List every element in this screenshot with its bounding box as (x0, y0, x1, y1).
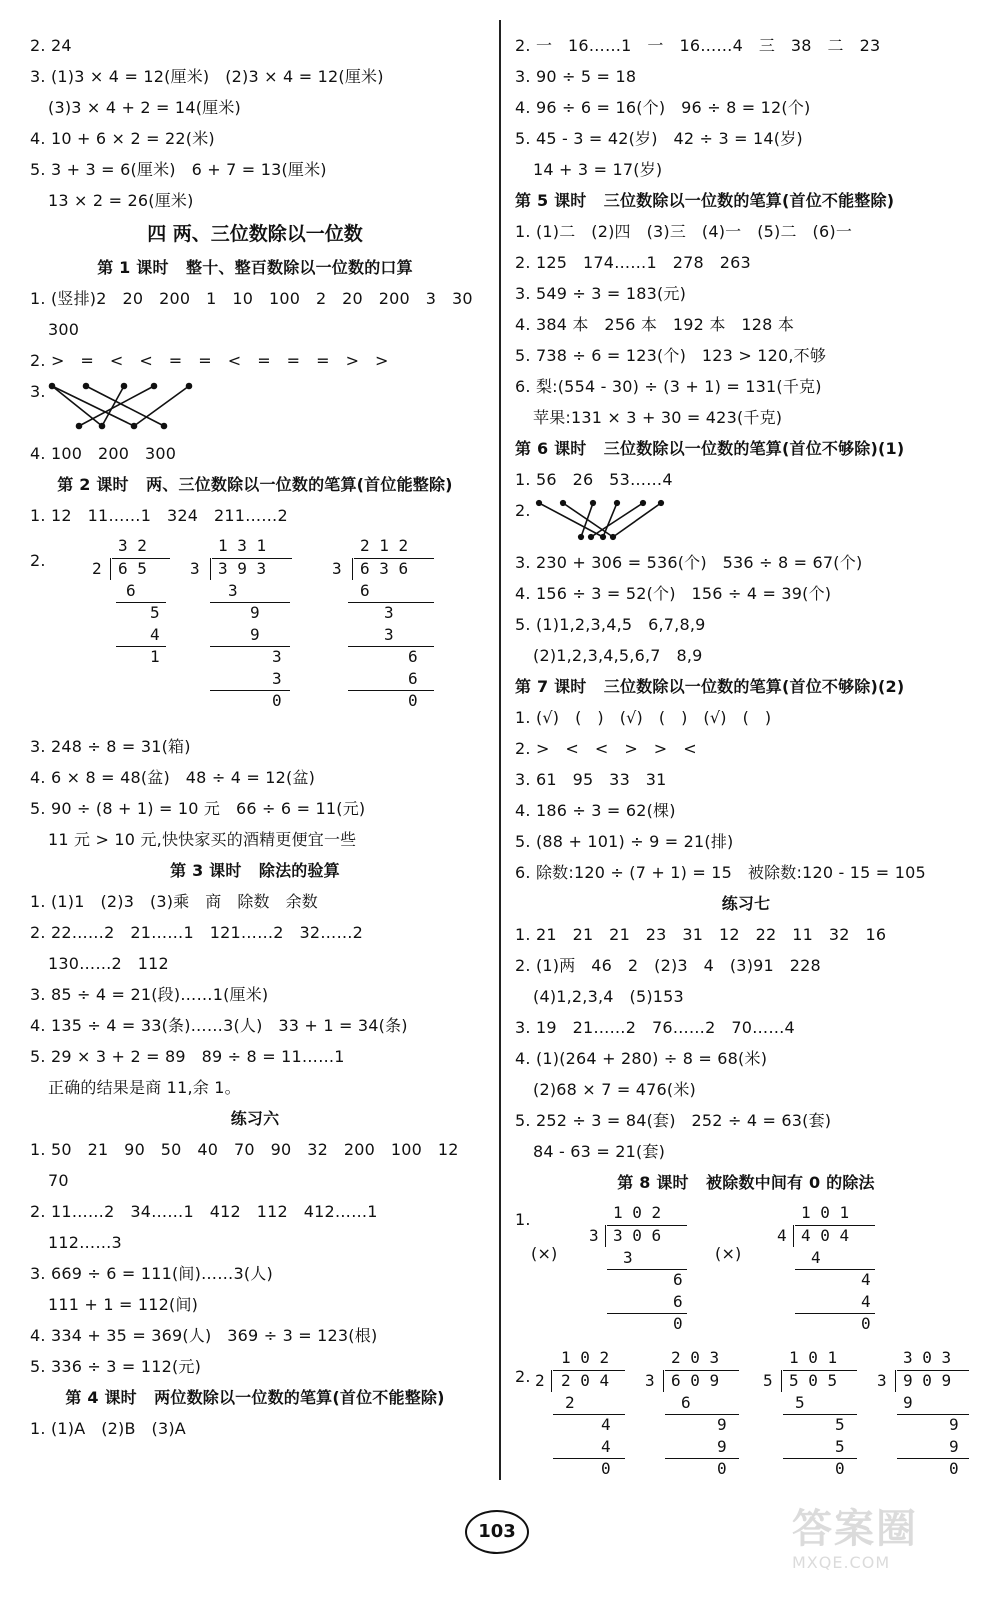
step: 9 (949, 1437, 959, 1456)
divisor: 2 (535, 1371, 545, 1390)
exercise-title: 练习七 (721, 894, 771, 913)
answer-line: (4)1,2,3,4 (5)153 (533, 987, 684, 1006)
answer-line: 300 (48, 320, 80, 339)
answer-line: 5. 90 ÷ (8 + 1) = 10 元 66 ÷ 6 = 11(元) (30, 799, 366, 818)
answer-line: 2. 一 16……1 一 16……4 三 38 二 23 (515, 36, 881, 55)
question-label: 3. (30, 382, 46, 401)
answer-line: 2. > = < < = = < = = = > > (30, 351, 389, 370)
wrong-mark: (×) (715, 1244, 742, 1263)
answer-line: 4. 186 ÷ 3 = 62(棵) (515, 801, 676, 820)
dividend: 4 0 4 (801, 1226, 850, 1245)
long-division-group (515, 1343, 977, 1488)
long-division (322, 531, 452, 731)
step: 6 (408, 647, 418, 666)
step: 4 (861, 1270, 871, 1289)
divisor: 3 (332, 559, 342, 578)
divisor: 3 (190, 559, 200, 578)
step: 3 (384, 625, 394, 644)
answer-line: 1. 21 21 21 23 31 12 22 11 32 16 (515, 925, 887, 944)
step: 6 (681, 1393, 691, 1412)
answer-line: 5. 336 ÷ 3 = 112(元) (30, 1357, 202, 1376)
right-column (515, 30, 977, 1488)
answer-line: 4. 156 ÷ 3 = 52(个) 156 ÷ 4 = 39(个) (515, 584, 832, 603)
answer-line: 6. 梨:(554 - 30) ÷ (3 + 1) = 131(千克) (515, 377, 822, 396)
dividend: 3 9 3 (218, 559, 267, 578)
step: 0 (835, 1459, 845, 1478)
divisor: 5 (763, 1371, 773, 1390)
quotient: 1 0 2 (561, 1348, 610, 1367)
step: 9 (250, 603, 260, 622)
step: 0 (272, 691, 282, 710)
answer-line: 4. 6 × 8 = 48(盆) 48 ÷ 4 = 12(盆) (30, 768, 316, 787)
question-label: 2. (515, 1367, 531, 1386)
step: 5 (835, 1415, 845, 1434)
answer-line: 4. 10 + 6 × 2 = 22(米) (30, 129, 215, 148)
lesson-title: 第 2 课时 两、三位数除以一位数的笔算(首位能整除) (57, 475, 453, 494)
long-division-group (515, 1198, 977, 1343)
answer-line: 1. 56 26 53……4 (515, 470, 673, 489)
answer-line: 5. 29 × 3 + 2 = 89 89 ÷ 8 = 11……1 (30, 1047, 345, 1066)
quotient: 3 0 3 (903, 1348, 952, 1367)
divisor: 3 (589, 1226, 599, 1245)
answer-line: 3. (1)3 × 4 = 12(厘米) (2)3 × 4 = 12(厘米) (30, 67, 384, 86)
dividend: 6 3 6 (360, 559, 409, 578)
matching-figure (30, 376, 480, 438)
answer-line: 2. > < < > > < (515, 739, 697, 758)
quotient: 1 0 2 (613, 1203, 662, 1222)
answer-line: 3. 248 ÷ 8 = 31(箱) (30, 737, 191, 756)
answer-line: 6. 除数:120 ÷ (7 + 1) = 15 被除数:120 - 15 = 105 (515, 863, 926, 882)
answer-line: 5. 45 - 3 = 42(岁) 42 ÷ 3 = 14(岁) (515, 129, 803, 148)
watermark-logo (792, 1505, 972, 1585)
dividend: 5 0 5 (789, 1371, 838, 1390)
lesson-title: 第 1 课时 整十、整百数除以一位数的口算 (97, 258, 413, 277)
answer-line: 70 (48, 1171, 69, 1190)
dividend: 2 0 4 (561, 1371, 610, 1390)
step: 9 (717, 1415, 727, 1434)
watermark-url: MXQE.COM (792, 1553, 891, 1572)
answer-line: 2. 11……2 34……1 412 112 412……1 (30, 1202, 378, 1221)
long-division (759, 1343, 869, 1483)
step: 3 (272, 647, 282, 666)
long-division (587, 1198, 697, 1338)
answer-line: 112……3 (48, 1233, 122, 1252)
quotient: 1 0 1 (801, 1203, 850, 1222)
answer-line: 3. 19 21……2 76……2 70……4 (515, 1018, 795, 1037)
answer-line: 5. 3 + 3 = 6(厘米) 6 + 7 = 13(厘米) (30, 160, 327, 179)
lesson-title: 第 4 课时 两位数除以一位数的笔算(首位不能整除) (65, 1388, 445, 1407)
left-column (30, 30, 480, 1444)
answer-line: 4. (1)(264 + 280) ÷ 8 = 68(米) (515, 1049, 768, 1068)
step: 3 (384, 603, 394, 622)
long-division (60, 531, 170, 711)
step: 4 (861, 1292, 871, 1311)
answer-line: 84 - 63 = 21(套) (533, 1142, 666, 1161)
answer-line: 4. 100 200 300 (30, 444, 177, 463)
question-label: 1. (515, 1210, 531, 1229)
answer-line: (3)3 × 4 + 2 = 14(厘米) (48, 98, 241, 117)
lesson-title: 第 7 课时 三位数除以一位数的笔算(首位不够除)(2) (515, 677, 905, 696)
step: 0 (949, 1459, 959, 1478)
answer-line: 1. (1)1 (2)3 (3)乘 商 除数 余数 (30, 892, 318, 911)
answer-line: (2)68 × 7 = 476(米) (533, 1080, 696, 1099)
wrong-mark: (×) (531, 1244, 558, 1263)
answer-line: 3. 230 + 306 = 536(个) 536 ÷ 8 = 67(个) (515, 553, 863, 572)
step: 9 (949, 1415, 959, 1434)
answer-line: 正确的结果是商 11,余 1。 (48, 1078, 241, 1097)
lesson-title: 第 5 课时 三位数除以一位数的笔算(首位不能整除) (515, 191, 895, 210)
quotient: 1 0 1 (789, 1348, 838, 1367)
step: 5 (835, 1437, 845, 1456)
answer-line: 3. 90 ÷ 5 = 18 (515, 67, 637, 86)
step: 5 (150, 603, 160, 622)
exercise-title: 练习六 (230, 1109, 280, 1128)
quotient: 1 3 1 (218, 536, 267, 555)
answer-line: 13 × 2 = 26(厘米) (48, 191, 194, 210)
step: 0 (601, 1459, 611, 1478)
answer-line: 3. 61 95 33 31 (515, 770, 667, 789)
answer-line: 1. 50 21 90 50 40 70 90 32 200 100 12 (30, 1140, 459, 1159)
step: 4 (601, 1415, 611, 1434)
column-divider (499, 20, 501, 1480)
answer-line: 5. (1)1,2,3,4,5 6,7,8,9 (515, 615, 706, 634)
question-label: 2. (30, 551, 46, 570)
divisor: 4 (777, 1226, 787, 1245)
answer-line: 2. 24 (30, 36, 72, 55)
step: 3 (623, 1248, 633, 1267)
answer-line: 2. 22……2 21……1 121……2 32……2 (30, 923, 364, 942)
step: 0 (717, 1459, 727, 1478)
step: 6 (673, 1292, 683, 1311)
lesson-title: 第 3 课时 除法的验算 (170, 861, 340, 880)
answer-line: 4. 96 ÷ 6 = 16(个) 96 ÷ 8 = 12(个) (515, 98, 811, 117)
answer-line: 4. 384 本 256 本 192 本 128 本 (515, 315, 795, 334)
quotient: 2 1 2 (360, 536, 409, 555)
long-division (517, 1343, 627, 1483)
long-division (641, 1343, 751, 1483)
divisor: 3 (645, 1371, 655, 1390)
page-number: 103 (465, 1510, 529, 1554)
answer-line: 2. (1)两 46 2 (2)3 4 (3)91 228 (515, 956, 821, 975)
step: 4 (601, 1437, 611, 1456)
answer-line: 4. 135 ÷ 4 = 33(条)……3(人) 33 + 1 = 34(条) (30, 1016, 408, 1035)
step: 0 (673, 1314, 683, 1333)
lesson-title: 第 6 课时 三位数除以一位数的笔算(首位不够除)(1) (515, 439, 905, 458)
answer-line: 1. (竖排)2 20 200 1 10 100 2 20 200 3 30 (30, 289, 473, 308)
long-division-group (30, 531, 480, 731)
dividend: 6 5 (118, 559, 147, 578)
answer-line: 1. (1)二 (2)四 (3)三 (4)一 (5)二 (6)一 (515, 222, 853, 241)
answer-line: 3. 549 ÷ 3 = 183(元) (515, 284, 687, 303)
answer-line: 11 元 > 10 元,快快家买的酒精更便宜一些 (48, 830, 357, 849)
answer-line: 4. 334 + 35 = 369(人) 369 ÷ 3 = 123(根) (30, 1326, 378, 1345)
step: 9 (250, 625, 260, 644)
divisor: 2 (92, 559, 102, 578)
answer-line: 3. 669 ÷ 6 = 111(间)……3(人) (30, 1264, 273, 1283)
chapter-title: 四 两、三位数除以一位数 (147, 223, 363, 245)
step: 5 (795, 1393, 805, 1412)
step: 4 (811, 1248, 821, 1267)
step: 3 (228, 581, 238, 600)
lesson-title: 第 8 课时 被除数中间有 0 的除法 (617, 1173, 875, 1192)
step: 9 (717, 1437, 727, 1456)
answer-line: 苹果:131 × 3 + 30 = 423(千克) (533, 408, 783, 427)
answer-line: 2. 125 174……1 278 263 (515, 253, 751, 272)
answer-line: 14 + 3 = 17(岁) (533, 160, 663, 179)
quotient: 2 0 3 (671, 1348, 720, 1367)
dividend: 9 0 9 (903, 1371, 952, 1390)
quotient: 3 2 (118, 536, 147, 555)
answer-line: 5. 738 ÷ 6 = 123(个) 123 > 120,不够 (515, 346, 827, 365)
answer-line: 5. 252 ÷ 3 = 84(套) 252 ÷ 4 = 63(套) (515, 1111, 832, 1130)
matching-lines-diagram (533, 495, 683, 547)
step: 6 (673, 1270, 683, 1289)
answer-line: 1. 12 11……1 324 211……2 (30, 506, 288, 525)
divisor: 3 (877, 1371, 887, 1390)
step: 0 (408, 691, 418, 710)
dividend: 3 0 6 (613, 1226, 662, 1245)
answer-line: 3. 85 ÷ 4 = 21(段)……1(厘米) (30, 985, 269, 1004)
step: 6 (360, 581, 370, 600)
step: 0 (861, 1314, 871, 1333)
step: 1 (150, 647, 160, 666)
long-division (180, 531, 300, 731)
step: 6 (126, 581, 136, 600)
watermark-text: 答案圈 (792, 1506, 918, 1552)
answer-line: 1. (1)A (2)B (3)A (30, 1419, 186, 1438)
answer-line: 5. (88 + 101) ÷ 9 = 21(排) (515, 832, 734, 851)
answer-line: (2)1,2,3,4,5,6,7 8,9 (533, 646, 703, 665)
question-label: 2. (515, 501, 531, 520)
long-division (775, 1198, 885, 1338)
answer-line: 1. (√) ( ) (√) ( ) (√) ( ) (515, 708, 772, 727)
answer-line: 130……2 112 (48, 954, 169, 973)
step: 9 (903, 1393, 913, 1412)
matching-figure (515, 495, 977, 547)
step: 6 (408, 669, 418, 688)
matching-lines-diagram (44, 376, 244, 438)
dividend: 6 0 9 (671, 1371, 720, 1390)
long-division (873, 1343, 977, 1483)
answer-line: 111 + 1 = 112(间) (48, 1295, 199, 1314)
step: 2 (565, 1393, 575, 1412)
step: 3 (272, 669, 282, 688)
step: 4 (150, 625, 160, 644)
